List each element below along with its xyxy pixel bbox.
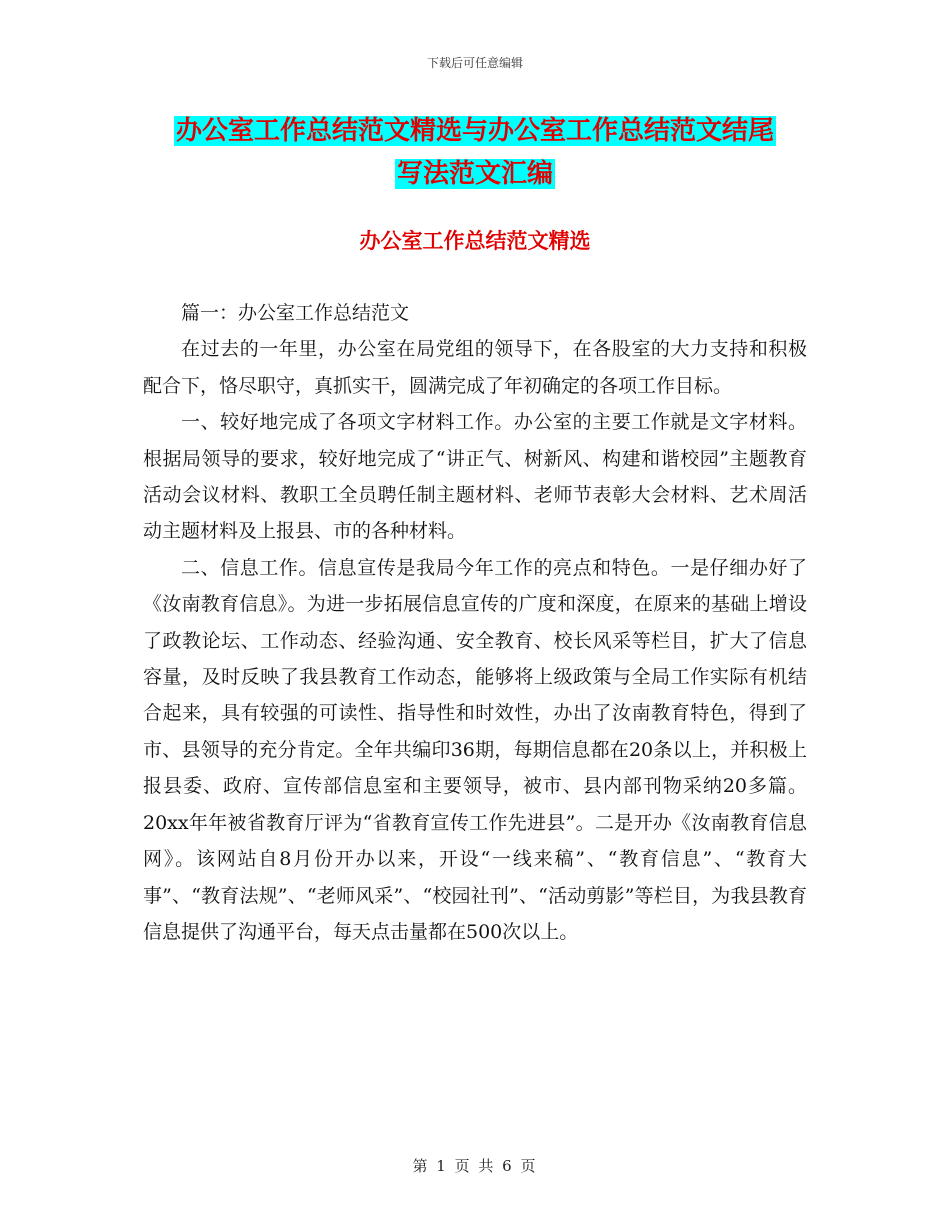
paragraph: 一、较好地完成了各项文字材料工作。办公室的主要工作就是文字材料。根据局领导的要求，较好地完成了“讲正气、树新风、构建和谐校园”主题教育活动会议材料、教职工全员聘任制主题材料、老师节表彰大会材料、艺术周活动主题材料及上报县、市的各种材料。 [143,411,807,543]
document-title-line2: 写法范文汇编 [396,159,553,189]
document-title [143,110,807,196]
body-text [143,295,807,950]
paragraph: 篇一：办公室工作总结范文 [181,302,410,324]
paragraph: 二、信息工作。信息宣传是我局今年工作的亮点和特色。一是仔细办好了《汝南教育信息》。为进一步拓展信息宣传的广度和深度，在原来的基础上增设了政教论坛、工作动态、经验沟通、安全教育、校长风采等栏目，扩大了信息容量，及时反映了我县教育工作动态，能够将上级政策与全局工作实际有机结合起来，具有较强的可读性、指导性和时效性，办出了汝南教育特色，得到了市、县领导的充分肯定。全年共编印36期，每期信息都在20条以上，并积极上报县委、政府、宣传部信息室和主要领导，被市、县内部刊物采纳20多篇。20xx年年被省教育厅评为“省教育宣传工作先进县”。二是开办《汝南教育信息网》。该网站自8月份开办以来，开设“一线来稿”、“教育信息”、“教育大事”、“教育法规”、“老师风采”、“校园社刊”、“活动剪影”等栏目，为我县教育信息提供了沟通平台，每天点击量都在500次以上。 [143,556,807,943]
document-title-line1: 办公室工作总结范文精选与办公室工作总结范文结尾 [175,116,774,146]
header-note: 下载后可任意编辑 [426,56,523,70]
paragraph: 在过去的一年里，办公室在局党组的领导下，在各股室的大力支持和积极配合下，恪尽职守，真抓实干，圆满完成了年初确定的各项工作目标。 [143,338,807,397]
page-footer: 第 1 页 共 6 页 [412,1157,538,1175]
section-title: 办公室工作总结范文精选 [359,229,591,253]
